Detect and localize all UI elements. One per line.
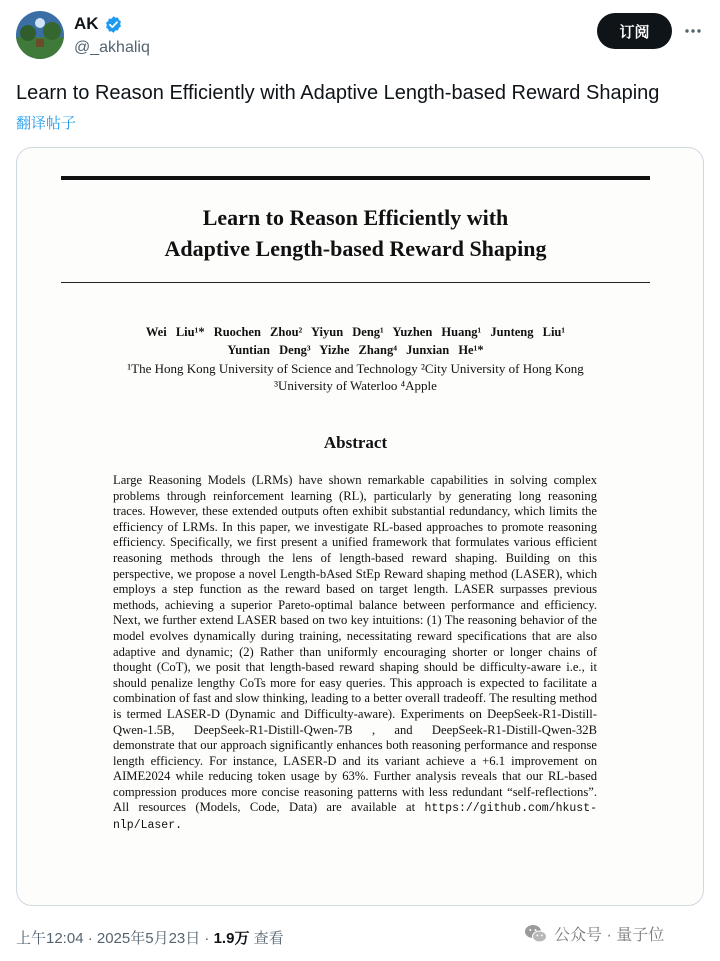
paper-authors-line1: Wei Liu¹* Ruochen Zhou² Yiyun Deng¹ Yuzhen Huang¹ Junteng Liu¹ <box>145 325 566 339</box>
paper-title-line1: Learn to Reason Efficiently with <box>202 205 509 230</box>
avatar[interactable] <box>16 11 64 59</box>
paper-affil-line2: ³University of Waterloo ⁴Apple <box>274 378 437 393</box>
abstract-url: https://github.com/hkust-nlp/Laser. <box>113 802 597 833</box>
paper-authors <box>61 323 650 359</box>
tweet-timestamp[interactable] <box>16 928 284 950</box>
paper-top-rule <box>61 176 650 180</box>
paper-page <box>17 148 703 905</box>
paper-title <box>61 202 650 264</box>
views-count: 1.9万 <box>213 930 250 947</box>
avatar-image <box>16 11 64 59</box>
abstract-body <box>113 473 597 834</box>
author-handle[interactable]: @_akhaliq <box>74 39 150 56</box>
paper-title-rule <box>61 282 650 283</box>
verified-badge-icon <box>104 15 123 34</box>
watermark <box>524 922 664 945</box>
paper-affiliations <box>61 360 650 394</box>
more-dots-icon[interactable] <box>684 22 702 40</box>
watermark-text: 公众号 · 量子位 <box>554 927 665 944</box>
timestamp-text: 上午12:04 · 2025年5月23日 · <box>16 930 214 947</box>
tweet-text: Learn to Reason Efficiently with Adaptive Length-based Reward Shaping <box>16 82 660 104</box>
author-name[interactable] <box>74 13 123 35</box>
wechat-icon <box>524 923 548 945</box>
paper-title-line2: Adaptive Length-based Reward Shaping <box>164 236 547 261</box>
views-label: 查看 <box>249 930 284 947</box>
author-name-text: AK <box>74 14 99 33</box>
tweet-media-image[interactable] <box>16 147 704 906</box>
subscribe-button[interactable]: 订阅 <box>597 13 672 49</box>
abstract-text: Large Reasoning Models (LRMs) have shown remarkable capabilities in solving complex problems through reinforcement learning (RL), particularly by generating long reasoning traces. However, these extended outputs often exhibit substantial redundancy, which limits the efficiency of LRMs. In this paper, we investigate RL-based approaches to promote reasoning efficiency. Specifically, we first present a unified framework that formulates various efficient reasoning methods through the lens of length-based reward shaping. Building on this perspective, we propose a novel Length-bAsed StEp Reward shaping method (LASER), which employs a step function as the reward based on target length. LASER surpasses previous methods, achieving a superior Pareto-optimal balance between performance and efficiency. Next, we further extend LASER based on two key intuitions: (1) The reasoning behavior of the model evolves dynamically during training, necessitating reward specifications that are also adaptive and dynamic; (2) Rather than uniformly encouraging shorter or longer chains of thought (CoT), we posit that length-based reward shaping should be difficulty-aware i.e., it should penalize lengthy CoTs more for easy queries. This approach is expected to facilitate a combination of fast and slow thinking, leading to a better overall tradeoff. The resulting method is termed LASER-D (Dynamic and Difficulty-aware). Experiments on DeepSeek-R1-Distill-Qwen-1.5B, DeepSeek-R1-Distill-Qwen-7B , and DeepSeek-R1-Distill-Qwen-32B demonstrate that our approach significantly enhances both reasoning performance and response length efficiency. For instance, LASER-D and its variant achieve a +6.1 improvement on AIME2024 while reducing token usage by 63%. Further analysis reveals that our RL-based compression produces more concise reasoning patterns with less redundant “self-reflections”. All resources (Models, Code, Data) are available at <box>113 473 597 815</box>
paper-affil-line1: ¹The Hong Kong University of Science and Technology ²City University of Hong Kong <box>127 361 584 376</box>
translate-post-link[interactable]: 翻译帖子 <box>16 115 77 132</box>
abstract-heading: Abstract <box>323 433 388 452</box>
paper-authors-line2: Yuntian Deng³ Yizhe Zhang⁴ Junxian He¹* <box>227 343 484 357</box>
